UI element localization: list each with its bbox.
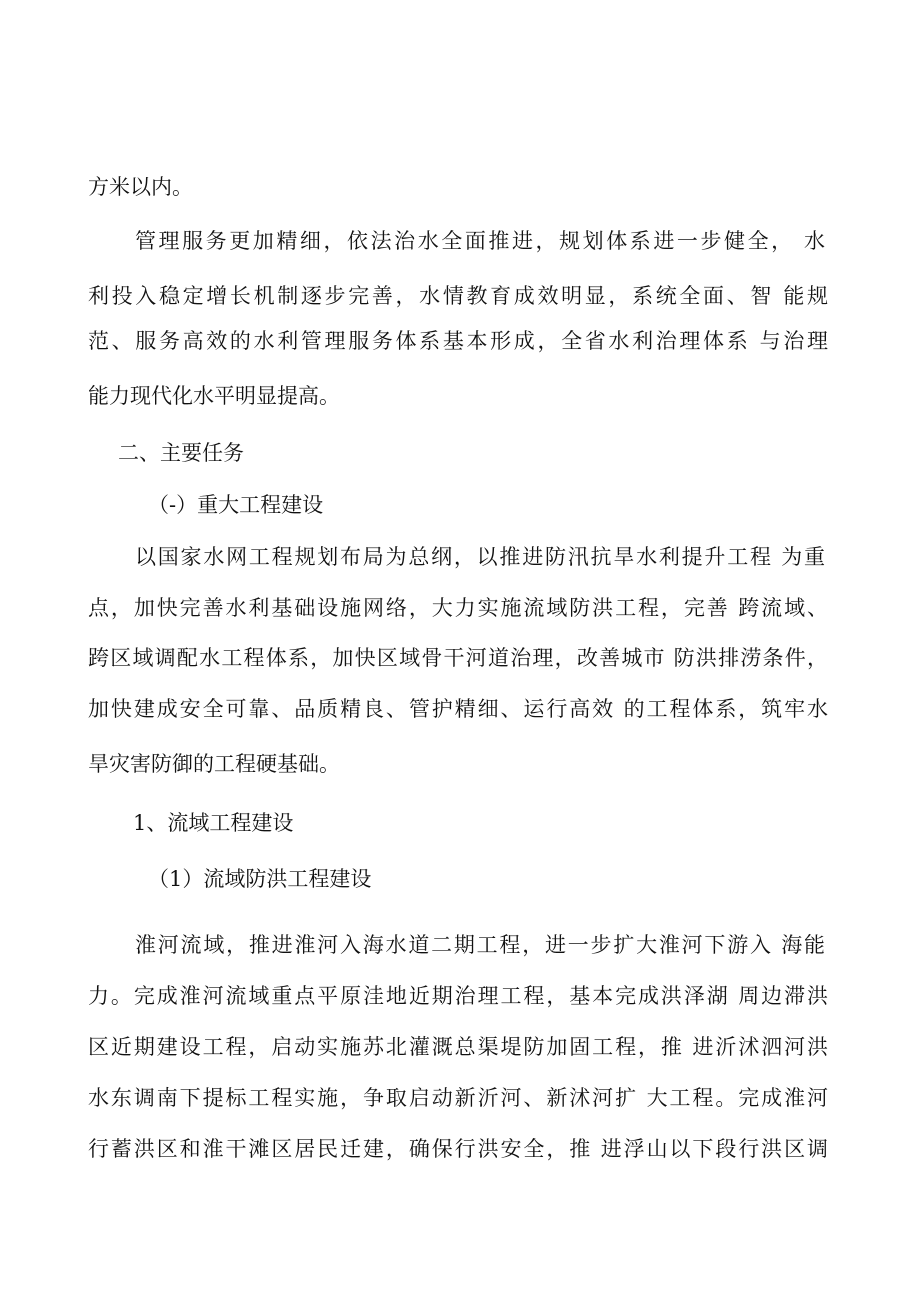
- text-line: 旱灾害防御的工程硬基础。: [88, 752, 340, 776]
- text-line: 范、服务高效的水利管理服务体系基本形成，全省水利治理体系 与治理: [88, 329, 828, 353]
- text-line: 行蓄洪区和淮干滩区居民迁建，确保行洪安全，推 进浮山以下段行洪区调: [88, 1137, 828, 1161]
- section-heading: 1、流域工程建设: [133, 811, 294, 835]
- text-line: 跨区域调配水工程体系，加快区域骨干河道治理，改善城市 防洪排涝条件，: [88, 646, 828, 670]
- text-line: 区近期建设工程，启动实施苏北灌溉总渠堤防加固工程，推 进沂沭泗河洪: [88, 1035, 828, 1059]
- text-line: 点，加快完善水利基础设施网络，大力实施流域防洪工程，完善 跨流域、: [88, 596, 828, 620]
- text-line: 以国家水网工程规划布局为总纲，以推进防汛抗旱水利提升工程 为重: [135, 545, 825, 569]
- text-line: 能力现代化水平明显提高。: [88, 384, 340, 408]
- section-heading: 二、主要任务: [118, 441, 244, 465]
- subsection-heading: （1）流域防洪工程建设: [148, 867, 372, 891]
- text-line: 加快建成安全可靠、品质精良、管护精细、运行高效 的工程体系，筑牢水: [88, 697, 828, 721]
- subsection-heading: （-）重大工程建设: [148, 493, 324, 517]
- text-line: 淮河流域，推进淮河入海水道二期工程，进一步扩大淮河下游入 海能: [135, 933, 825, 957]
- text-line: 利投入稳定增长机制逐步完善，水情教育成效明显，系统全面、智 能规: [88, 284, 828, 308]
- text-line: 水东调南下提标工程实施，争取启动新沂河、新沭河扩 大工程。完成淮河: [88, 1086, 828, 1110]
- text-line: 方米以内。: [88, 175, 193, 199]
- text-line: 力。完成淮河流域重点平原洼地近期治理工程，基本完成洪泽湖 周边滞洪: [88, 984, 828, 1008]
- text-line: 管理服务更加精细，依法治水全面推进，规划体系进一步健全， 水: [135, 229, 825, 253]
